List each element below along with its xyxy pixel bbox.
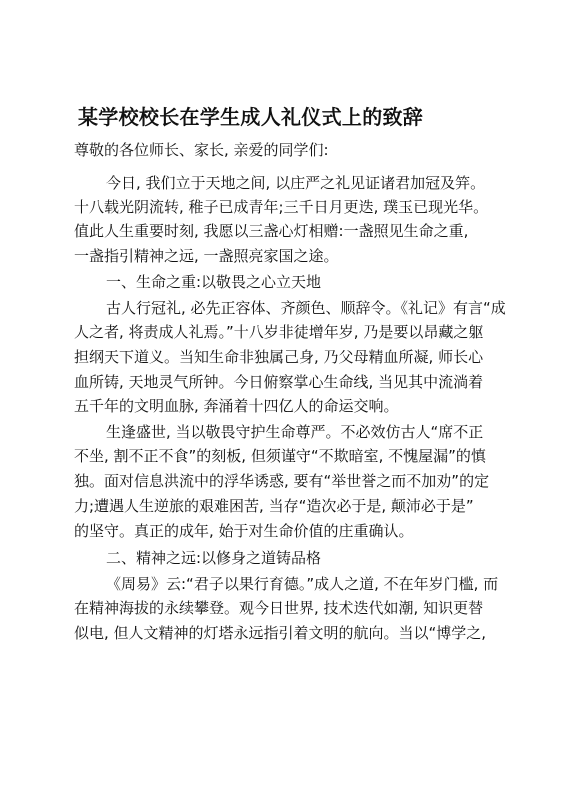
body-line: 五千年的文明血脉, 奔涌着十四亿人的命运交响。: [74, 397, 399, 415]
body-line: 力;遭遇人生逆旅的艰难困苦, 当存“造次必于是, 颠沛必于是”: [74, 497, 474, 515]
body-line: 不坐, 割不正不食”的刻板, 但须谨守“不欺暗室, 不愧屋漏”的慎: [74, 447, 486, 465]
body-line: 今日, 我们立于天地之间, 以庄严之礼见证诸君加冠及笄。: [106, 174, 486, 192]
body-line: 一盏指引精神之远, 一盏照亮家国之途。: [74, 247, 339, 265]
body-line: 担纲天下道义。当知生命非独属己身, 乃父母精血所凝, 师长心: [74, 348, 484, 366]
body-line: 古人行冠礼, 必先正容体、齐颜色、顺辞令。《礼记》有言“成: [106, 299, 506, 317]
section-heading-2: 二、精神之远:以修身之道铸品格: [106, 549, 322, 567]
body-line: 的坚守。真正的成年, 始于对生命价值的庄重确认。: [74, 522, 414, 540]
body-line: 在精神海拔的永续攀登。观今日世界, 技术迭代如潮, 知识更替: [74, 599, 484, 617]
section-heading-1: 一、生命之重:以敬畏之心立天地: [106, 273, 322, 291]
body-line: 似电, 但人文精神的灯塔永远指引着文明的航向。当以“博学之,: [74, 624, 487, 642]
salutation: 尊敬的各位师长、家长, 亲爱的同学们:: [74, 141, 329, 159]
body-line: 十八载光阴流转, 稚子已成青年;三千日月更迭, 璞玉已现光华。: [74, 198, 489, 216]
body-line: 生逢盛世, 当以敬畏守护生命尊严。不必效仿古人“席不正: [106, 423, 484, 441]
body-line: 血所铸, 天地灵气所钟。今日俯察掌心生命线, 当见其中流淌着: [74, 373, 484, 391]
body-line: 《周易》云:“君子以果行育德。”成人之道, 不在年岁门槛, 而: [106, 575, 499, 593]
body-line: 值此人生重要时刻, 我愿以三盏心灯相赠:一盏照见生命之重,: [74, 222, 469, 240]
body-line: 独。面对信息洪流中的浮华诱惑, 要有“举世誉之而不加劝”的定: [74, 472, 490, 490]
document-title: 某学校校长在学生成人礼仪式上的致辞: [78, 105, 424, 129]
body-line: 人之者, 将责成人礼焉。”十八岁非徒增年岁, 乃是要以昂藏之躯: [74, 323, 484, 341]
